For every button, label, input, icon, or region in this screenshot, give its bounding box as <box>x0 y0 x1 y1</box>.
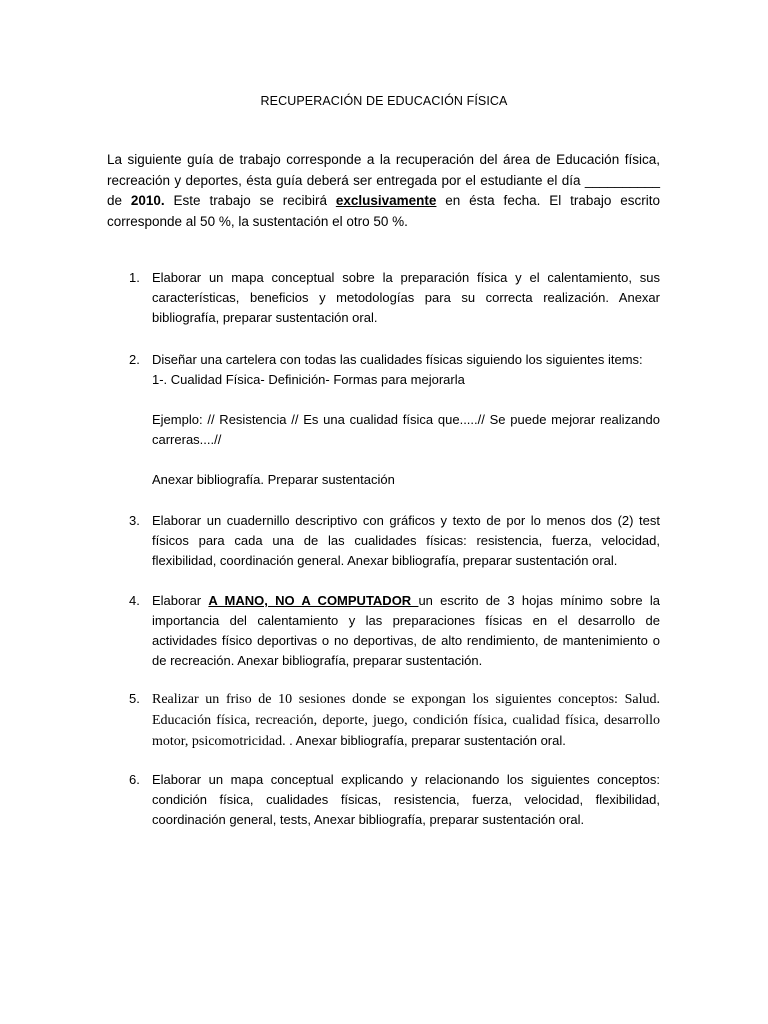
intro-emphasis: exclusivamente <box>335 193 437 208</box>
item-rest: un escrito de 3 hojas mínimo sobre la importancia del calentamiento y las preparaciones físicas en el desarrollo de actividades físico deportivas o no deportivas, de alto rendimiento, de mantenimiento o de recreación. Anexar bibliografía, preparar sustentación. <box>152 593 660 668</box>
list-item-5 <box>129 689 660 752</box>
list-item-1 <box>129 268 660 328</box>
item-number: 1. <box>129 270 140 285</box>
intro-text-3: Este trabajo se recibirá <box>164 193 336 208</box>
item-serif-text: Realizar un friso de 10 sesiones donde se expongan los siguientes conceptos: Salud. Educación física, recreación, deporte, juego, condición física, cualidad física, desarrollo motor, psicomotricidad. <box>152 692 660 749</box>
item-number: 5. <box>129 691 140 706</box>
intro-paragraph <box>107 150 660 232</box>
item-closing: Anexar bibliografía. Preparar sustentación <box>152 472 395 487</box>
item-text <box>152 689 660 752</box>
item-text <box>152 591 660 671</box>
item-number: 4. <box>129 593 140 608</box>
intro-text-1: La siguiente guía de trabajo corresponde a la recuperación del área de Educación física, recreación y deportes, ésta guía deberá ser entregada por el estudiante el día <box>107 152 660 188</box>
intro-year: 2010. <box>130 193 165 208</box>
intro-text-4: en ésta fecha. El trabajo escrito corresponde al 50 %, la sustentación el otro 50 %. <box>107 193 660 229</box>
list-item-2 <box>129 350 660 490</box>
item-example: Ejemplo: // Resistencia // Es una cualidad física que.....// Se puede mejorar realizando carreras....// <box>152 412 660 447</box>
list-item-4 <box>129 591 660 671</box>
item-text: Elaborar un cuadernillo descriptivo con gráficos y texto de por lo menos dos (2) test físicos para cada una de las cualidades físicas: resistencia, fuerza, velocidad, flexibilidad, coordinación general. Anexar bibliografía, preparar sustentación oral. <box>152 513 660 568</box>
item-number: 6. <box>129 772 140 787</box>
item-number: 2. <box>129 352 140 367</box>
item-text: Elaborar un mapa conceptual sobre la preparación física y el calentamiento, sus características, beneficios y metodologías para su correcta realización. Anexar bibliografía, preparar sustentación oral. <box>152 270 660 325</box>
date-blank: __________ <box>584 172 660 188</box>
item-number: 3. <box>129 513 140 528</box>
item-lead: Elaborar <box>152 593 209 608</box>
list-item-3 <box>129 511 660 571</box>
list-item-6 <box>129 770 660 830</box>
item-emphasis: A MANO, NO A COMPUTADOR <box>208 593 419 608</box>
item-subline: 1-. Cualidad Física- Definición- Formas para mejorarla <box>152 372 465 387</box>
document-title: RECUPERACIÓN DE EDUCACIÓN FÍSICA <box>260 94 508 108</box>
item-rest: . Anexar bibliografía, preparar sustentación oral. <box>289 733 566 748</box>
item-text: Elaborar un mapa conceptual explicando y relacionando los siguientes conceptos: condición física, cualidades físicas, resistencia, fuerza, velocidad, flexibilidad, coordinación general, tests, Anexar bibliografía, preparar sustentación oral. <box>152 772 660 827</box>
intro-text-2: de <box>107 193 131 208</box>
item-text: Diseñar una cartelera con todas las cualidades físicas siguiendo los siguientes items: <box>152 352 643 367</box>
